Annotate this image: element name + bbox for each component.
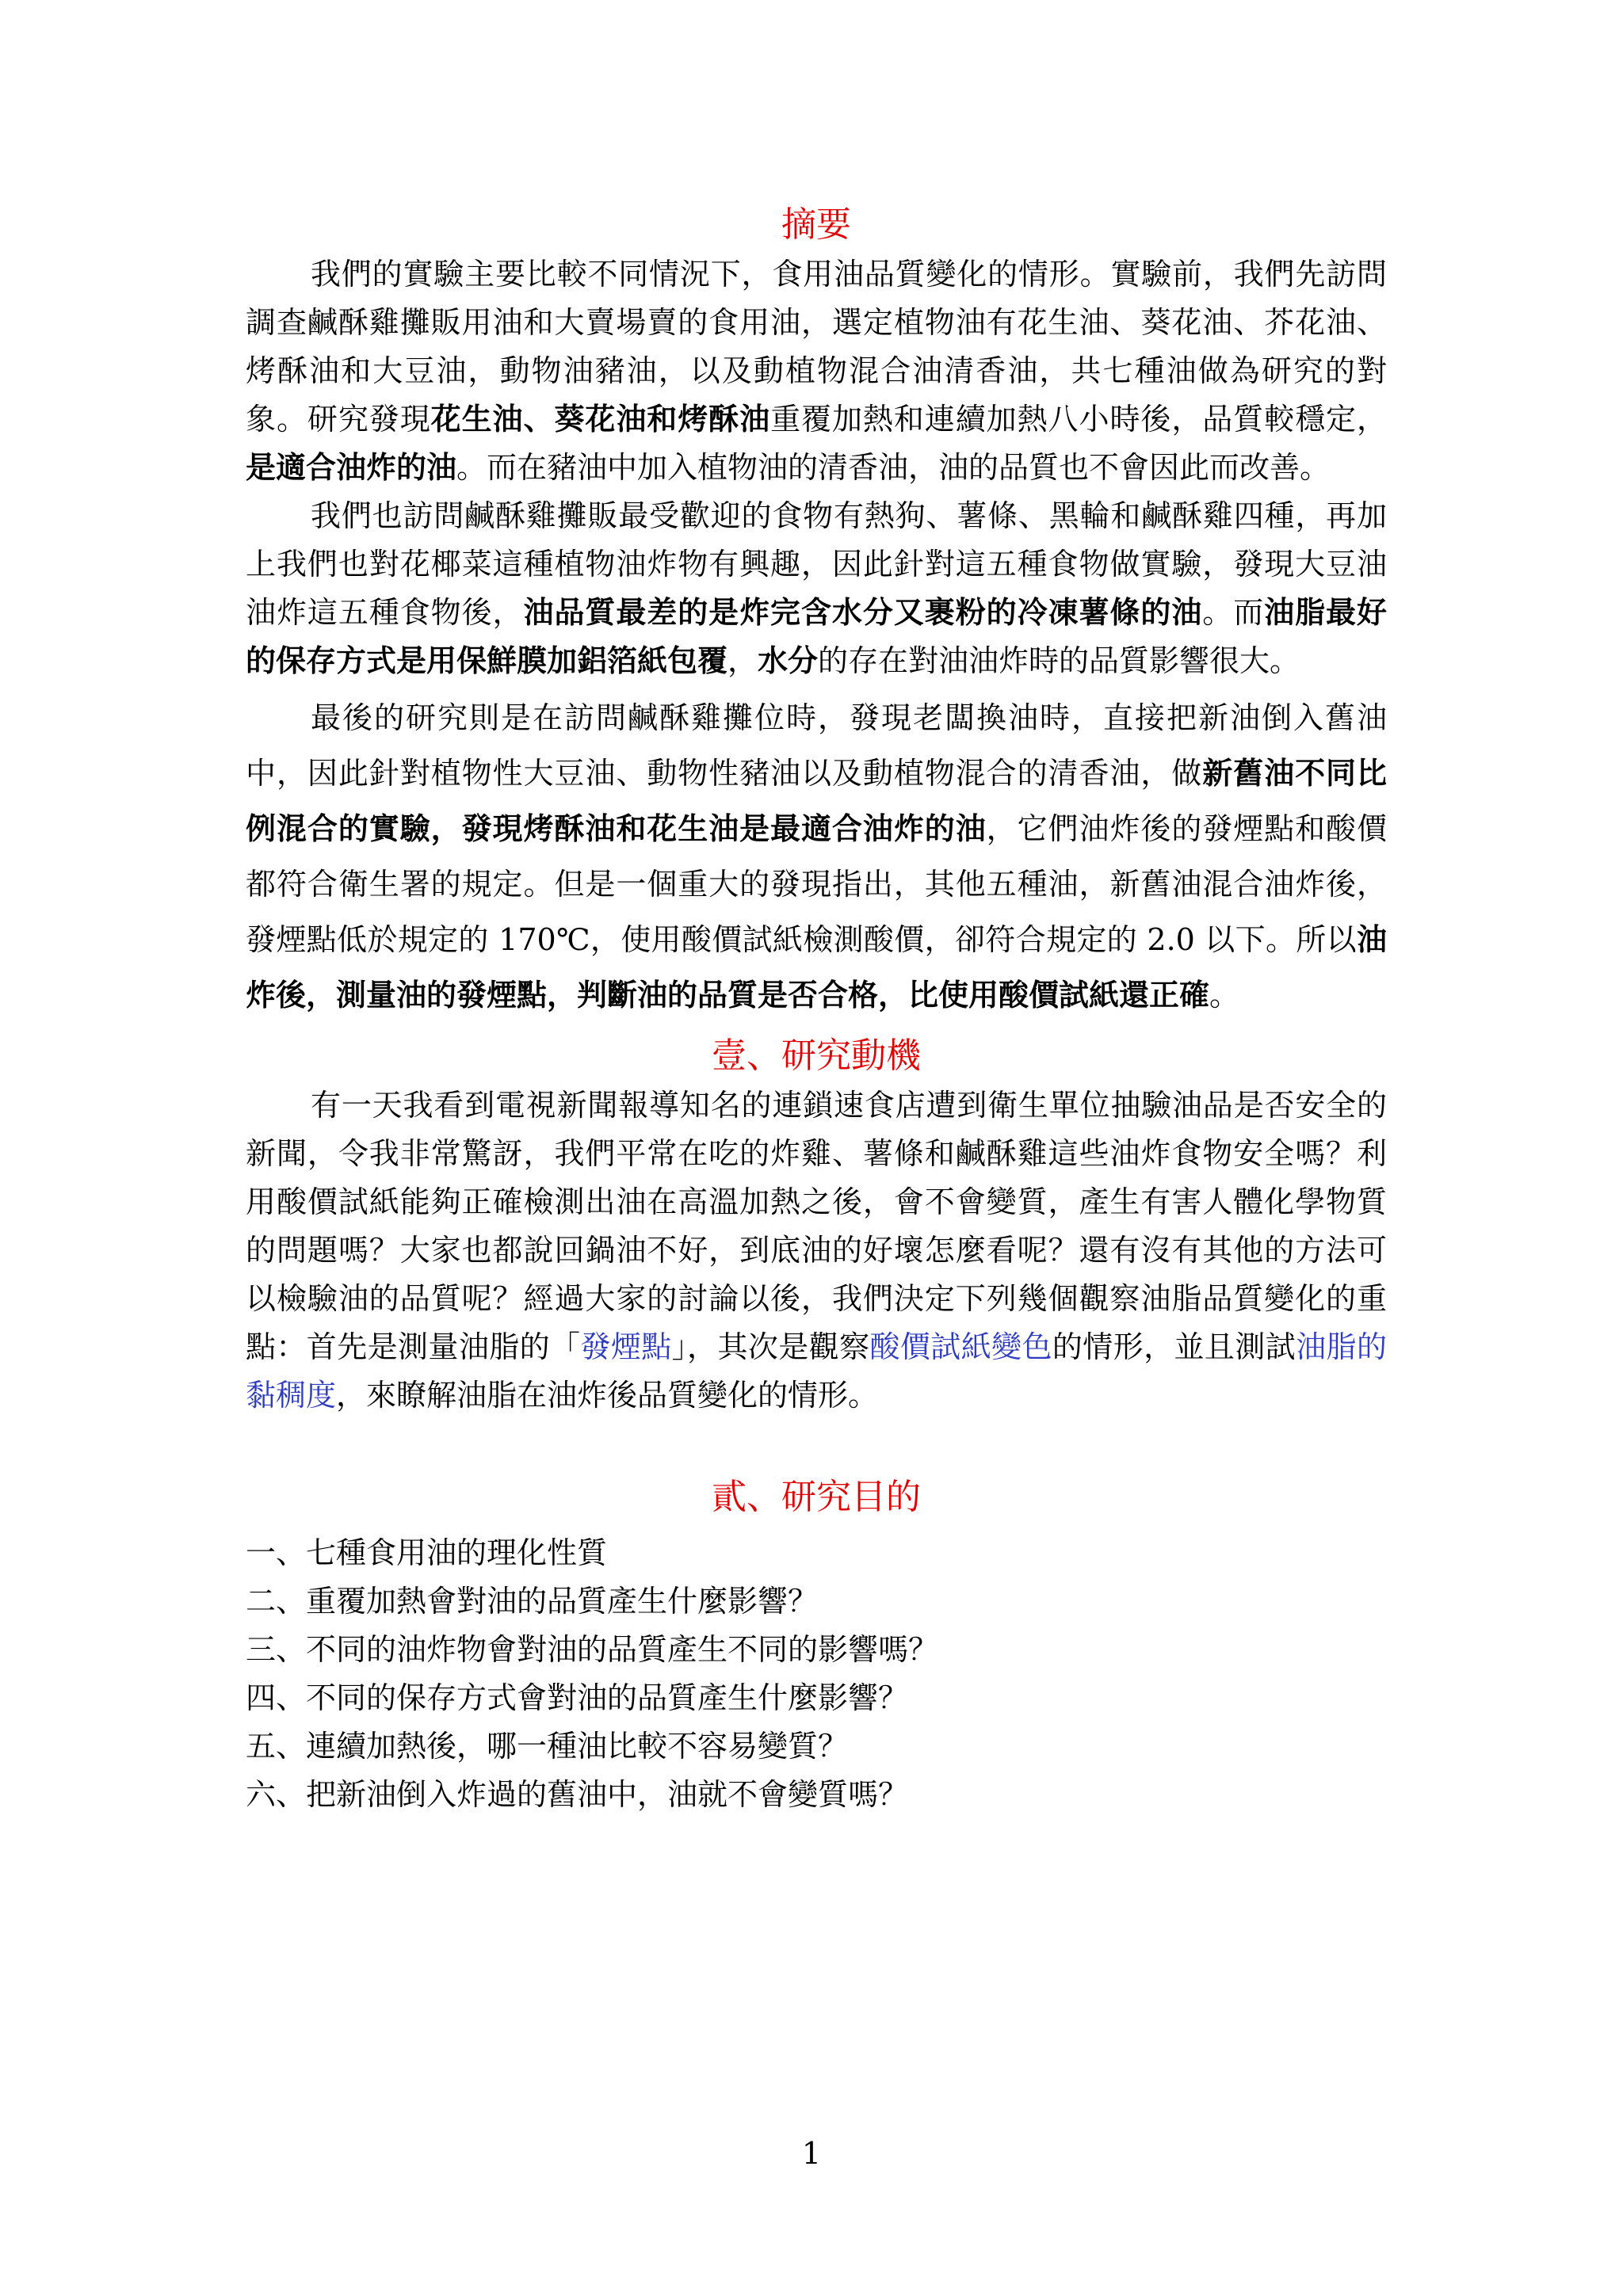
list-item: 三、不同的油炸物會對油的品質產生不同的影響嗎？ (246, 1632, 939, 1667)
list-item: 五、連續加熱後，哪一種油比較不容易變質？ (246, 1729, 849, 1764)
motivation-paragraph: 有一天我看到電視新聞報導知名的連鎖速食店遭到衛生單位抽驗油品是否安全的新聞，令我非常驚訝，我們平常在吃的炸雞、薯條和鹹酥雞這些油炸食物安全嗎？利用酸價試紙能夠正確檢測出油在高溫加熱之後，會不會變質，產生有害人體化學物質的問題嗎？大家也都說回鍋油不好，到底油的好壞怎麼看呢？還有沒有其他的方法可以檢驗油的品質呢？經過大家的討論以後，我們決定下列幾個觀察油脂品質變化的重點：首先是測量油脂的「發煙點」，其次是觀察酸價試紙變色的情形，並且測試油脂的黏稠度，來瞭解油脂在油炸後品質變化的情形。 (246, 1088, 1387, 1413)
abstract-heading: 摘要 (781, 204, 851, 245)
purpose-list (246, 1529, 1387, 1819)
abstract-paragraph-3: 最後的研究則是在訪問鹹酥雞攤位時，發現老闆換油時，直接把新油倒入舊油中，因此針對植物性大豆油、動物性豬油以及動植物混合的清香油，做新舊油不同比例混合的實驗，發現烤酥油和花生油是最適合油炸的油，它們油炸後的發煙點和酸價都符合衛生署的規定。但是一個重大的發現指出，其他五種油，新舊油混合油炸後，發煙點低於規定的 170℃，使用酸價試紙檢測酸價，卻符合規定的 2.0 以下。所以油炸後，測量油的發煙點，判斷油的品質是否合格，比使用酸價試紙還正確。 (246, 700, 1387, 1013)
document-page (246, 200, 1387, 1819)
motivation-heading: 壹、研究動機 (712, 1035, 921, 1076)
page-number: 1 (801, 2136, 822, 2171)
list-item: 四、不同的保存方式會對油的品質產生什麼影響？ (246, 1680, 909, 1715)
purpose-heading: 貳、研究目的 (712, 1477, 921, 1517)
abstract-paragraph-2: 我們也訪問鹹酥雞攤販最受歡迎的食物有熱狗、薯條、黑輪和鹹酥雞四種，再加上我們也對花椰菜這種植物油炸物有興趣，因此針對這五種食物做實驗，發現大豆油油炸這五種食物後，油品質最差的是炸完含水分又裹粉的冷凍薯條的油。而油脂最好的保存方式是用保鮮膜加鋁箔紙包覆，水分的存在對油油炸時的品質影響很大。 (246, 498, 1387, 678)
abstract-paragraph-1: 我們的實驗主要比較不同情況下，食用油品質變化的情形。實驗前，我們先訪問調查鹹酥雞攤販用油和大賣場賣的食用油，選定植物油有花生油、葵花油、芥花油、烤酥油和大豆油，動物油豬油，以及動植物混合油清香油，共七種油做為研究的對象。研究發現花生油、葵花油和烤酥油重覆加熱和連續加熱八小時後，品質較穩定，是適合油炸的油。而在豬油中加入植物油的清香油，油的品質也不會因此而改善。 (246, 257, 1387, 485)
list-item: 六、把新油倒入炸過的舊油中，油就不會變質嗎？ (246, 1777, 909, 1812)
list-item: 二、重覆加熱會對油的品質產生什麼影響？ (246, 1584, 819, 1619)
list-item: 一、七種食用油的理化性質 (246, 1535, 608, 1570)
